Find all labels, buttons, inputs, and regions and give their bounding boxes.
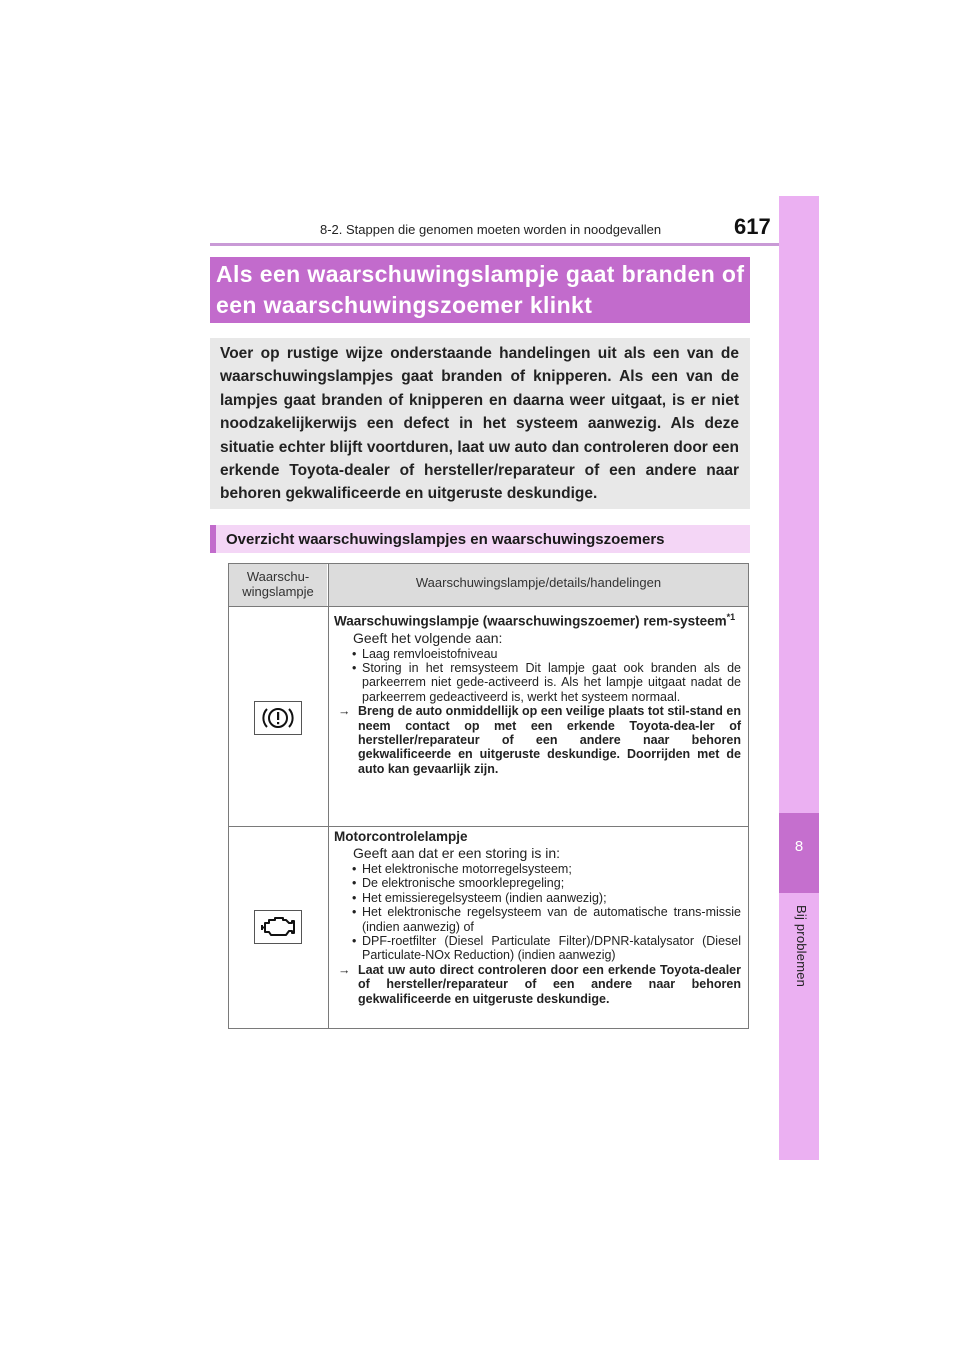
page-number: 617 bbox=[734, 214, 771, 239]
subheading: Overzicht waarschuwingslampjes en waarschuwingszoemers bbox=[226, 531, 665, 548]
header-col1-line2: wingslampje bbox=[242, 584, 314, 599]
chapter-side-tab bbox=[779, 196, 819, 1160]
chapter-label: Bij problemen bbox=[794, 905, 809, 988]
header-col1-line1: Waarschu- bbox=[246, 569, 310, 584]
row2-bullet: • DPF-roetfilter (Diesel Particulate Filter)/DPNR-katalysator (Diesel Particulate-NOx Reduction) (indien aanwezig) bbox=[334, 934, 741, 963]
table-header-col1 bbox=[229, 564, 327, 606]
table-row-divider bbox=[229, 826, 748, 827]
table-row bbox=[334, 829, 741, 1006]
row1-intro: Geeft het volgende aan: bbox=[353, 629, 503, 646]
footnote-marker: *1 bbox=[726, 612, 736, 622]
engine-warning-icon bbox=[254, 910, 302, 944]
subheading-accent bbox=[210, 525, 216, 553]
row2-bullet: • Het elektronische motorregelsysteem; bbox=[334, 862, 741, 876]
table-row-divider bbox=[229, 606, 748, 607]
row2-action: → Laat uw auto direct controleren door een erkende Toyota-dealer of hersteller/reparateur of een andere naar behoren gekwalificeerde en uitgeruste deskundige. bbox=[334, 963, 741, 1006]
row2-bullet: • Het elektronische regelsysteem van de automatische trans-missie (indien aanwezig) of bbox=[334, 905, 741, 934]
row2-bullet: • De elektronische smoorklepregeling; bbox=[334, 876, 741, 890]
table-row bbox=[334, 609, 741, 776]
header-col2-text: Waarschuwingslampje/details/handelingen bbox=[415, 575, 662, 590]
row1-bullet: • Storing in het remsysteem Dit lampje gaat ook branden als de parkeerrem niet gede-activeerd is. Als het lampje uitgaat nadat de parkeerrem gedeactiveerd is, werkt het systeem normaal. bbox=[334, 661, 741, 704]
row1-heading: Waarschuwingslampje (waarschuwingszoemer) rem-systeem$^{*1}$ bbox=[334, 612, 736, 629]
row1-bullet: • Laag remvloeistofniveau bbox=[334, 647, 741, 661]
row2-heading: Motorcontrolelampje bbox=[334, 829, 468, 844]
section-title: 8-2. Stappen die genomen moeten worden in noodgevallen bbox=[320, 222, 662, 237]
row2-intro: Geeft aan dat er een storing is in: bbox=[353, 845, 561, 861]
page-title: Als een waarschuwingslampje gaat branden of een waarschuwingszoemer klinkt bbox=[216, 261, 745, 318]
table-column-divider bbox=[328, 564, 329, 1028]
intro-text: Voer op rustige wijze onderstaande handelingen uit als een van de waarschuwingslampjes gaat branden of knipperen. Als een van de lampjes gaat branden of knipperen en daarna weer uitgaat, is er niet noodzakelijkerwijs een defect in het systeem aanwezig. Als deze situatie echter blijft voortduren, laat uw auto dan controleren door een erkende Toyota-dealer of hersteller/reparateur of een andere naar behoren gekwalificeerde en uitgeruste deskundige. bbox=[220, 345, 739, 503]
chapter-number: 8 bbox=[794, 838, 804, 855]
table-header-col2 bbox=[329, 564, 748, 606]
row2-bullet: • Het emissieregelsysteem (indien aanwezig); bbox=[334, 891, 741, 905]
header-divider bbox=[210, 243, 819, 246]
brake-warning-icon bbox=[254, 701, 302, 735]
row1-action: → Breng de auto onmiddellijk op een veilige plaats tot stil-stand en neem contact op met een erkende Toyota-dea-ler of hersteller/reparateur of een andere naar behoren gekwalificeerde en uitgeruste deskundige. Doorrijden met de auto kan gevaarlijk zijn. bbox=[334, 704, 741, 776]
